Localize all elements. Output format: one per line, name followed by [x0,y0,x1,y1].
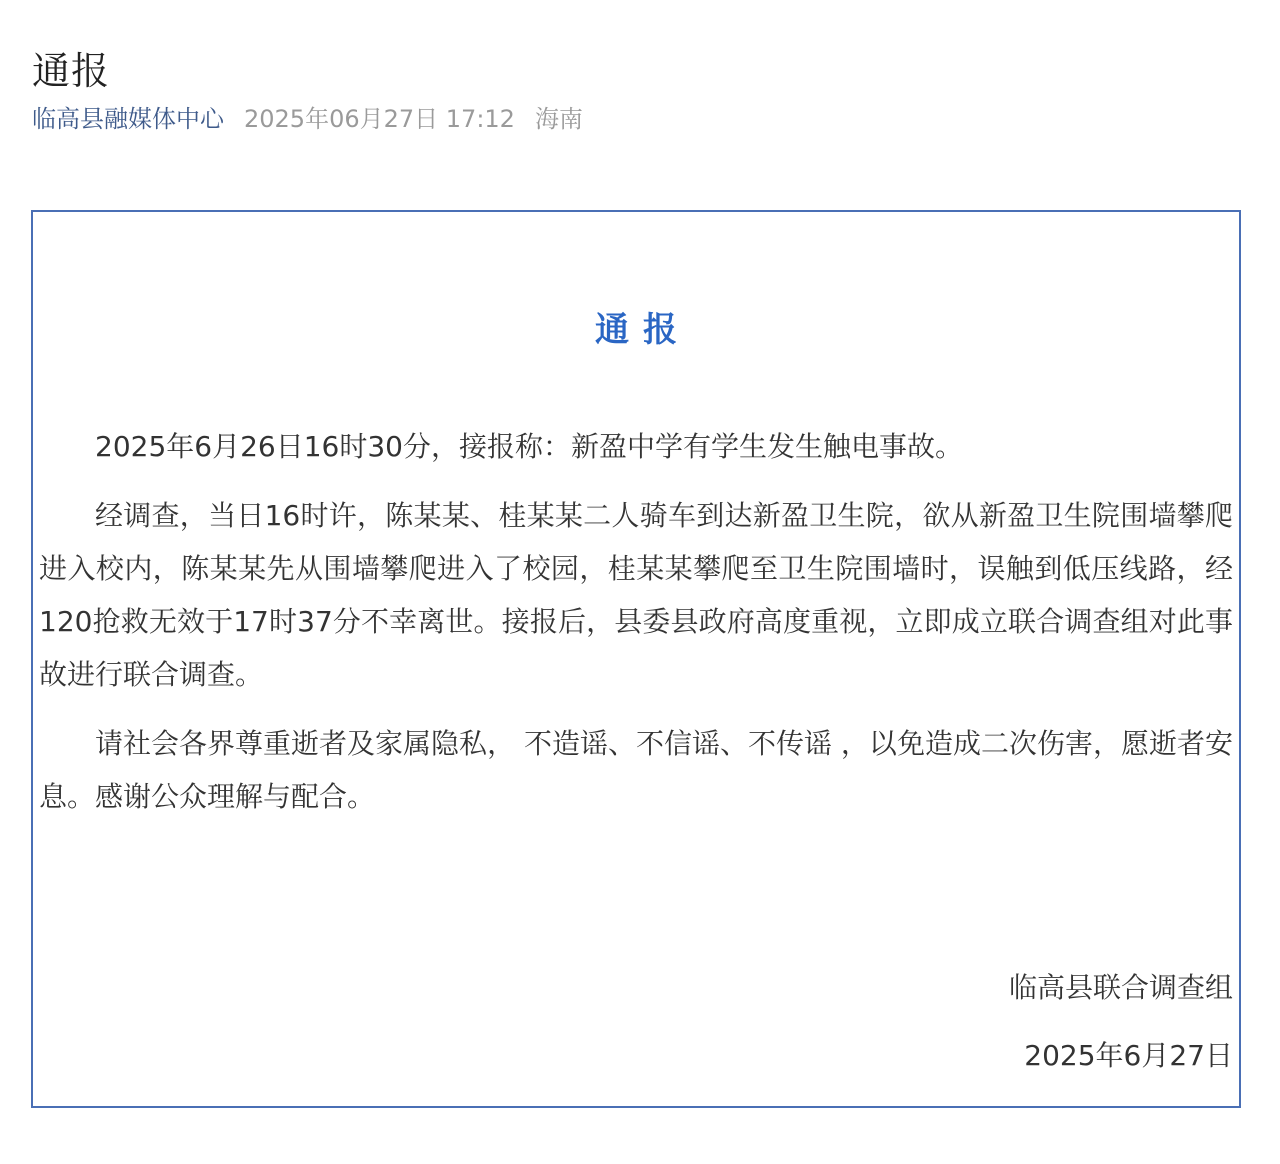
notice-paragraph: 2025年6月26日16时30分，接报称：新盈中学有学生发生触电事故。 [95,430,963,463]
notice-signature: 临高县联合调查组 [1008,971,1233,1004]
notice-date: 2025年6月27日 [1024,1039,1233,1072]
source-link[interactable]: 临高县融媒体中心 [32,104,224,133]
notice-body [39,420,1233,839]
notice-heading: 通报 [595,310,691,350]
notice-card [31,210,1241,1108]
notice-signature-block [1009,967,1233,1077]
article-meta [32,98,583,134]
publish-datetime: 2025年06月27日 17:12 [244,104,515,133]
notice-paragraph: 请社会各界尊重逝者及家属隐私， 不造谣、不信谣、不传谣 ，以免造成二次伤害，愿逝者安息。感谢公众理解与配合。 [39,727,1233,813]
notice-paragraph: 经调查，当日16时许，陈某某、桂某某二人骑车到达新盈卫生院，欲从新盈卫生院围墙攀爬进入校内，陈某某先从围墙攀爬进入了校园，桂某某攀爬至卫生院围墙时，误触到低压线路，经120抢救无效于17时37分不幸离世。接报后，县委县政府高度重视，立即成立联合调查组对此事故进行联合调查。 [39,499,1233,691]
page-title: 通报 [32,49,111,94]
publish-location: 海南 [534,104,583,133]
